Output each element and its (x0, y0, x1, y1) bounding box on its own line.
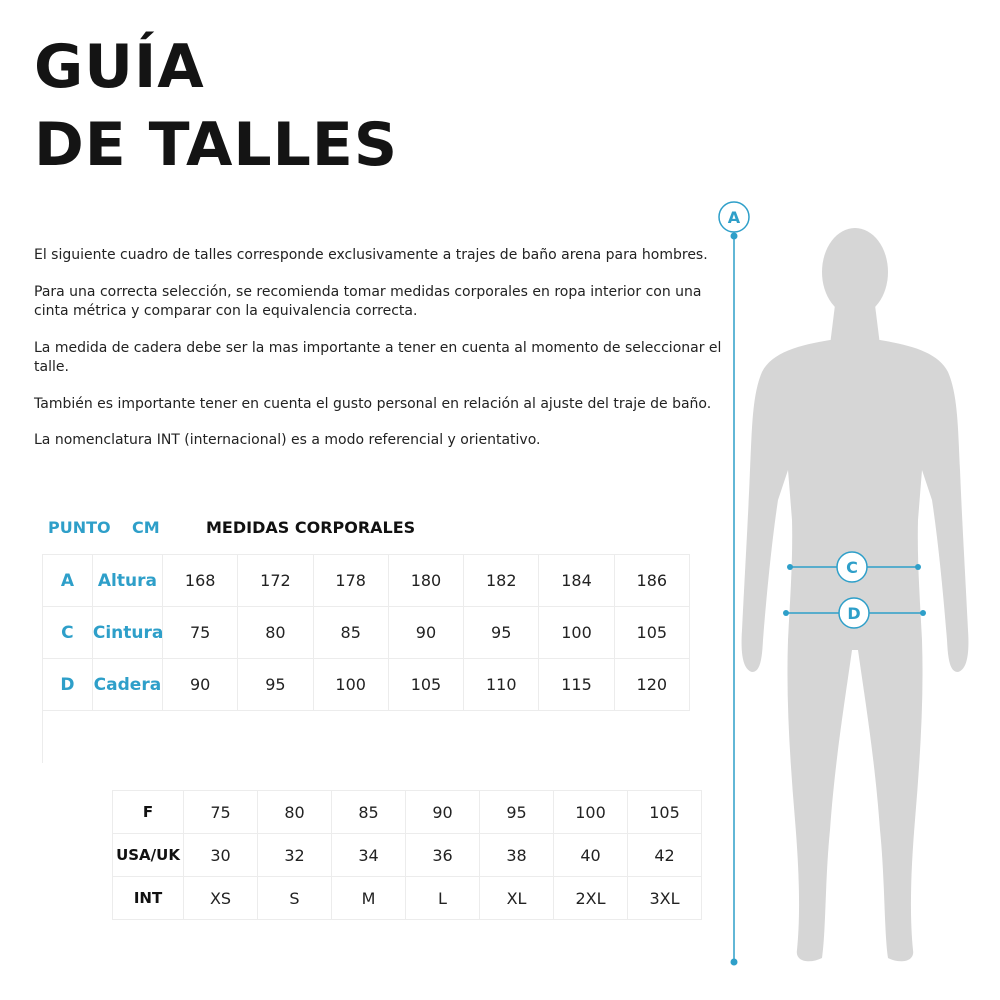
table-row (43, 555, 690, 607)
table-cell: 80 (238, 607, 313, 659)
table-row (43, 659, 690, 711)
marker-d-label: D (847, 604, 861, 623)
table-cell: 3XL (628, 877, 702, 920)
body-measures-table (42, 554, 690, 763)
table-cell: 42 (628, 834, 702, 877)
male-body-silhouette-icon (742, 228, 969, 961)
hip-line-left-dot (783, 610, 789, 616)
size-system-label: USA/UK (113, 834, 184, 877)
table-row (113, 877, 702, 920)
marker-a-label: A (727, 208, 741, 227)
size-system-label: INT (113, 877, 184, 920)
height-line-bottom-dot (731, 959, 738, 966)
table-cell: 95 (464, 607, 539, 659)
height-line-top-dot (731, 233, 738, 240)
table-cell: 2XL (554, 877, 628, 920)
table-cell: 75 (184, 791, 258, 834)
table-cell: 115 (539, 659, 614, 711)
table-cell: 100 (554, 791, 628, 834)
table-cell: 105 (388, 659, 463, 711)
marker-d (839, 598, 869, 628)
table-cell: 85 (313, 607, 388, 659)
table-cell: 85 (332, 791, 406, 834)
table-cell: 38 (480, 834, 554, 877)
size-system-label: F (113, 791, 184, 834)
size-conversion-table (112, 790, 702, 920)
measure-label: Cintura (92, 607, 162, 659)
waist-line-left-dot (787, 564, 793, 570)
body-diagram (700, 190, 1000, 980)
table-cell: 100 (313, 659, 388, 711)
table-cell: 32 (258, 834, 332, 877)
table-cell: S (258, 877, 332, 920)
title-line-2: DE TALLES (34, 110, 399, 180)
table-cell: 40 (554, 834, 628, 877)
intro-paragraph: El siguiente cuadro de talles corresponde exclusivamente a trajes de baño arena para hombres. (34, 247, 708, 263)
waist-line-right-dot (915, 564, 921, 570)
marker-c (837, 552, 867, 582)
table-cell: 120 (614, 659, 689, 711)
table-cell: 90 (406, 791, 480, 834)
page-title (34, 28, 398, 184)
table-cell: 90 (163, 659, 238, 711)
intro-paragraph: También es importante tener en cuenta el gusto personal en relación al ajuste del traje de baño. (34, 395, 712, 412)
table-cell: 168 (163, 555, 238, 607)
table-cell: L (406, 877, 480, 920)
marker-c-label: C (846, 558, 858, 577)
table-cell: M (332, 877, 406, 920)
point-label: D (43, 659, 93, 711)
table-cell: 180 (388, 555, 463, 607)
intro-paragraph: La nomenclatura INT (internacional) es a modo referencial y orientativo. (34, 432, 541, 448)
table-row (113, 834, 702, 877)
header-cm: CM (132, 518, 160, 537)
intro-paragraph: Para una correcta selección, se recomienda tomar medidas corporales en ropa interior con una cinta métrica y comparar con la equivalencia correcta. (34, 283, 702, 319)
hip-line-right-dot (920, 610, 926, 616)
table-cell: 30 (184, 834, 258, 877)
header-punto: PUNTO (48, 518, 111, 537)
table-cell-empty (43, 711, 93, 764)
table-cell: 100 (539, 607, 614, 659)
table-cell: 186 (614, 555, 689, 607)
table-cell: 172 (238, 555, 313, 607)
table-cell: 178 (313, 555, 388, 607)
table-cell: 105 (628, 791, 702, 834)
table-cell: XL (480, 877, 554, 920)
table-cell: 34 (332, 834, 406, 877)
table-cell: 95 (238, 659, 313, 711)
point-label: A (43, 555, 93, 607)
table-cell: 110 (464, 659, 539, 711)
intro-text (34, 246, 724, 468)
table-row (43, 607, 690, 659)
table-cell: 95 (480, 791, 554, 834)
table-cell: 36 (406, 834, 480, 877)
header-medidas-corporales: MEDIDAS CORPORALES (206, 518, 416, 537)
measure-label: Altura (92, 555, 162, 607)
measures-headers (0, 514, 700, 542)
marker-a (719, 202, 749, 232)
point-label: C (43, 607, 93, 659)
intro-paragraph: La medida de cadera debe ser la mas importante a tener en cuenta al momento de seleccionar el talle. (34, 339, 722, 375)
measure-label: Cadera (92, 659, 162, 711)
table-cell: 105 (614, 607, 689, 659)
table-row (113, 791, 702, 834)
table-cell: 80 (258, 791, 332, 834)
table-row-blank (43, 711, 690, 764)
table-cell: 75 (163, 607, 238, 659)
table-cell: XS (184, 877, 258, 920)
title-line-1: GUÍA (34, 32, 205, 102)
table-cell: 90 (388, 607, 463, 659)
table-cell: 184 (539, 555, 614, 607)
table-cell: 182 (464, 555, 539, 607)
